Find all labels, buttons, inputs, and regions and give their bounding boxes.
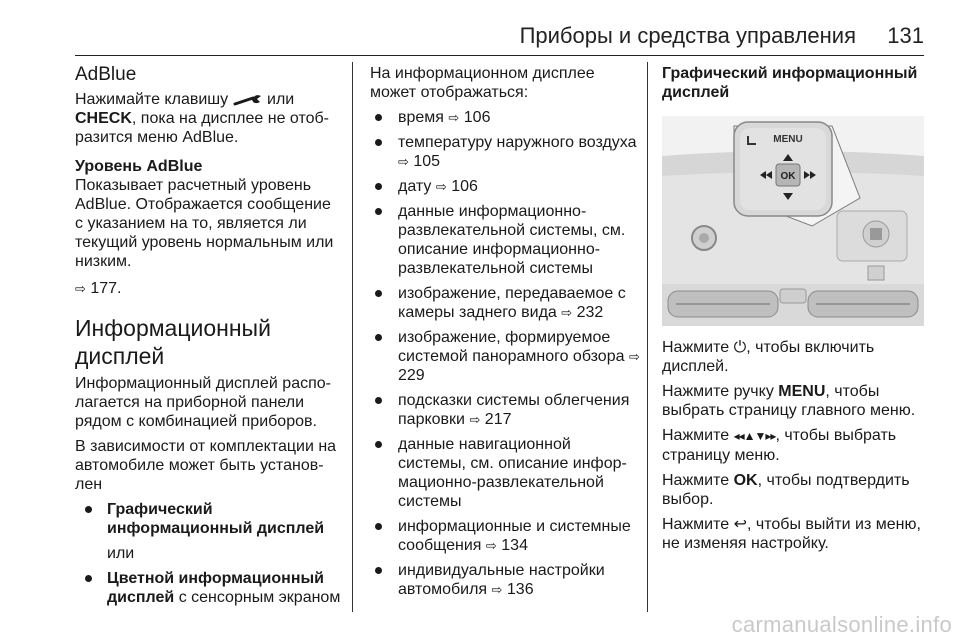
bullet-icon <box>375 334 382 341</box>
text-run: Нажмите <box>662 339 730 356</box>
list-item-bold: Цветной информационный дисплей <box>107 570 324 606</box>
list-item-text: температуру наружного воздуха <box>398 134 637 151</box>
paragraph-navigate <box>662 426 928 465</box>
text-run: Нажмите <box>662 516 730 533</box>
list-item-text: информационные и системные сообщения <box>398 518 631 554</box>
reference-page: 106 <box>463 109 491 126</box>
reference-arrow-icon: ⇨ <box>628 349 640 364</box>
list-item-text: индивидуальные настройки автомобиля <box>398 562 605 598</box>
reference-arrow-icon: ⇨ <box>491 582 503 597</box>
paragraph-press-key <box>75 90 341 147</box>
list-item <box>370 284 640 322</box>
list-item-text: дату <box>398 178 432 195</box>
paragraph-ok <box>662 471 928 509</box>
column-1 <box>75 64 341 613</box>
text-run: Нажмите <box>662 472 730 489</box>
column-2 <box>370 64 640 605</box>
reference-page: 105 <box>413 153 441 170</box>
reference-line <box>75 279 341 298</box>
list-item <box>370 177 640 196</box>
arrow-keys-icon: ◂◂▲▼▸▸ <box>733 429 776 443</box>
paragraph-menu <box>662 382 928 420</box>
back-icon: ↩ <box>733 516 747 533</box>
paragraph-back <box>662 515 928 553</box>
list-item <box>75 569 341 607</box>
list-item-text: изображение, формируемое системой панорамного обзора <box>398 329 625 365</box>
bullet-icon <box>375 397 382 404</box>
text-run: , чтобы выбрать страницу меню. <box>662 427 897 464</box>
reference-page: 232 <box>576 304 604 321</box>
reference-page: 106 <box>451 178 478 195</box>
list-item <box>75 500 341 538</box>
bullet-icon <box>375 208 382 215</box>
text-run: или <box>267 91 295 108</box>
list-item <box>370 435 640 511</box>
check-key-label: CHECK <box>75 110 132 127</box>
list-item <box>370 108 640 127</box>
column-3 <box>662 64 928 559</box>
list-item-text: с сенсорным экраном <box>174 589 341 606</box>
reference-page: 134 <box>501 537 528 554</box>
power-icon: ⏻ <box>733 339 747 356</box>
paragraph-info-1: Информационный дисплей распо-лагается на приборной панели рядом с комбинацией приборов. <box>75 375 331 430</box>
bullet-icon <box>375 567 382 574</box>
list-item <box>370 391 640 429</box>
figure-menu-label: MENU <box>773 134 803 145</box>
text-run: , пока на дисплее не отоб-разится меню AdBlue. <box>75 110 329 146</box>
text-run: Нажмите ручку <box>662 383 774 400</box>
reference-page: 177. <box>90 280 122 297</box>
reference-arrow-icon: ⇨ <box>75 281 86 296</box>
header-title: Приборы и средства управления <box>519 23 856 48</box>
text-run: Нажмите <box>662 427 730 444</box>
bullet-icon <box>85 506 92 513</box>
watermark: carmanualsonline.info <box>731 612 952 637</box>
list-item <box>370 561 640 599</box>
paragraph-intro: На информационном дисплее может отображаться: <box>370 65 595 101</box>
page-number: 131 <box>887 23 924 48</box>
ok-key-label: OK <box>733 472 758 489</box>
reference-page: 229 <box>398 367 425 384</box>
display-content-list <box>370 108 640 599</box>
bullet-icon <box>375 290 382 297</box>
column-divider <box>647 62 648 612</box>
or-text: или <box>107 545 135 562</box>
wrench-icon <box>233 93 263 107</box>
section-heading-info-display: Информационный дисплей <box>75 315 271 369</box>
reference-arrow-icon: ⇨ <box>485 538 497 553</box>
display-type-list-2 <box>75 569 341 607</box>
subheading-level: Уровень AdBlue <box>75 158 203 175</box>
list-item <box>370 133 640 171</box>
reference-arrow-icon: ⇨ <box>561 305 573 320</box>
bullet-icon <box>375 139 382 146</box>
section-heading-adblue: AdBlue <box>75 64 137 85</box>
text-run: , чтобы подтвердить выбор. <box>662 472 910 508</box>
text-run: , чтобы выйти из меню, не изменяя настройку. <box>662 516 921 552</box>
bullet-icon <box>375 183 382 190</box>
list-item-text: подсказки системы облегчения парковки <box>398 392 630 428</box>
list-item <box>370 202 640 278</box>
display-type-list <box>75 500 341 538</box>
paragraph-power <box>662 338 928 376</box>
column-divider <box>352 62 353 612</box>
bullet-icon <box>85 575 92 582</box>
figure-ok-label: OK <box>780 171 796 182</box>
page-header <box>0 0 960 58</box>
control-panel-figure <box>662 116 924 326</box>
list-item <box>370 517 640 555</box>
text-run: , чтобы включить дисплей. <box>662 339 875 375</box>
header-rule <box>75 55 924 56</box>
list-item-text: данные информационно-развлекательной системы, см. описание информационно-развлекательной системы <box>398 203 626 277</box>
list-item-text: время <box>398 109 444 126</box>
list-item-text: изображение, передаваемое с камеры заднего вида <box>398 285 626 321</box>
reference-arrow-icon: ⇨ <box>435 179 447 194</box>
list-item-text: Графический информационный дисплей <box>107 501 325 537</box>
paragraph-info-2: В зависимости от комплектации на автомобиле может быть установ-лен <box>75 438 337 493</box>
reference-arrow-icon: ⇨ <box>448 110 460 125</box>
reference-page: 136 <box>506 581 534 598</box>
control-panel-illustration <box>662 116 924 326</box>
paragraph-level: Показывает расчетный уровень AdBlue. Отображается сообщение с указанием на то, является ли текущий уровень нормальным или низким. <box>75 177 334 270</box>
text-run: , чтобы выбрать страницу главного меню. <box>662 383 916 419</box>
section-heading-graphic-display: Графический информационный дисплей <box>662 65 918 101</box>
list-item <box>370 328 640 385</box>
reference-page: 217 <box>484 411 512 428</box>
bullet-icon <box>375 441 382 448</box>
list-item-text: данные навигационной системы, см. описание инфор-мационно-развлекательной системы <box>398 436 627 510</box>
text-run: Нажимайте клавишу <box>75 91 229 108</box>
menu-key-label: MENU <box>778 383 826 400</box>
reference-arrow-icon: ⇨ <box>469 412 481 427</box>
reference-arrow-icon: ⇨ <box>398 154 409 169</box>
bullet-icon <box>375 523 382 530</box>
bullet-icon <box>375 114 382 121</box>
